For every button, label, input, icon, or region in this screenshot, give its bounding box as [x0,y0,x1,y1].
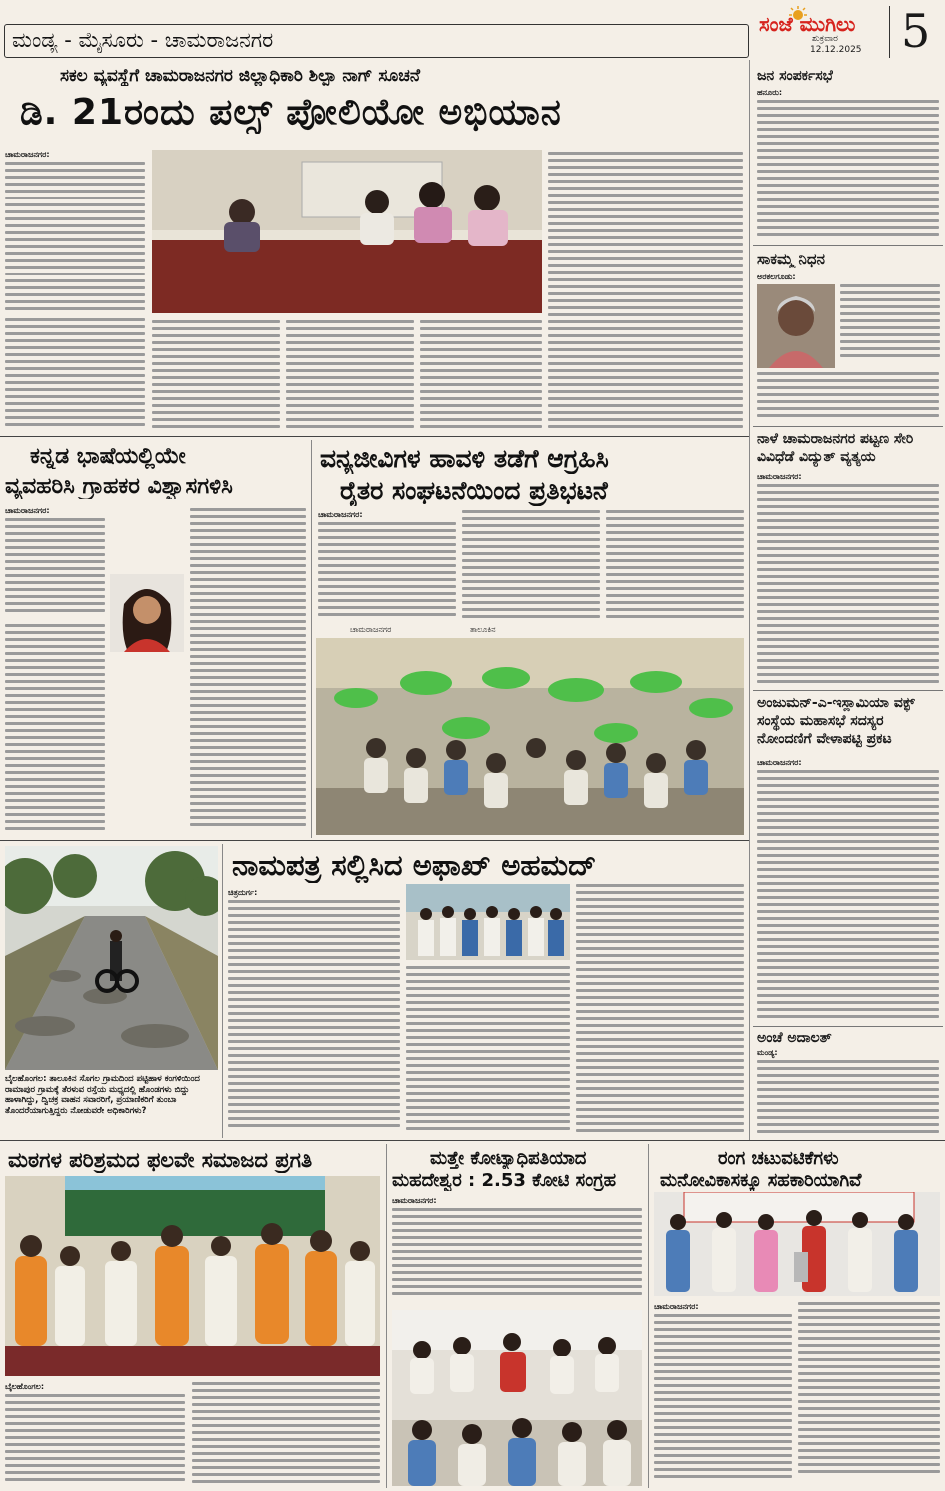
sidebar-waqf-title: ಅಂಜುಮನ್-ಎ-ಇಸ್ಲಾಮಿಯಾ ವಕ್ಫ್ ಸಂಸ್ಥೆಯ ಮಹಾಸಭೆ ಸದಸ್ಯರ ನೋಂದಣಿಗೆ ವೇಳಾಪಟ್ಟಿ ಪ್ರಕಟ [757,695,915,748]
nomination-body-col2 [406,966,570,1136]
sidebar-power-title: ನಾಳೆ ಚಾಮರಾಜನಗರ ಪಟ್ಟಣ ಸೇರಿ ವಿವಿಧೆಡೆ ವಿದ್ಯುತ್ ವ್ಯತ್ಯಯ [757,431,914,466]
page-number: 5 [901,4,931,58]
lead-body-col5 [548,152,743,430]
road-caption: ಬೈಲಹೊಂಗಲ: ತಾಲೂಕಿನ ಸೊಗಲ ಗ್ರಾಮದಿಂದ ಪಟ್ಟಿಹಾಳ ಕಂಗಳಿಯಿಂದ ರಾಮಾಪುರ ಗ್ರಾಮಕ್ಕೆ ತೆರಳುವ ರಸ್ತೆಯ ಮಧ್ಯದಲ್ಲಿ ಹೊಂಡಗಳು ಬಿದ್ದು ಹಾಳಾಗಿದ್ದು, ದ್ವಿಚಕ್ರ ವಾಹನ ಸವಾರರಿಗೆ, ಪ್ರಯಾಣಿಕರಿಗೆ ತುಂಬಾ ತೊಂದರೆಯಾಗುತ್ತಿದ್ದರು ನೋಡುವರೇ ಅಧಿಕಾರಿಗಳು? [5,1074,200,1116]
sidebar-nidhana-dateline: ಅರಕಲಗೂಡು: [757,272,796,281]
masthead-date: 12.12.2025 [810,45,862,55]
lead-body-col2 [152,320,280,430]
road-photo-potholes [5,846,218,1070]
lead-body-col3 [286,320,414,430]
kannada-headline-2: ವ್ಯವಹರಿಸಿ ಗ್ರಾಹಕರ ವಿಶ್ವಾಸಗಳಿಸಿ [5,474,233,499]
theatre-dateline: ಚಾಮರಾಜನಗರ: [654,1302,699,1311]
kannada-portrait [110,574,184,652]
sidebar-waqf-dateline: ಚಾಮರಾಜನಗರ: [757,758,802,767]
sidebar-waqf-body [757,770,939,1020]
sidebar-nidhana-body2 [757,372,939,420]
mutt-dateline: ಬೈಲಹೊಂಗಲ: [5,1382,45,1391]
lead-dateline: ಚಾಮರಾಜನಗರ: [5,150,50,159]
kannada-dateline: ಚಾಮರಾಜನಗರ: [5,506,50,515]
wildlife-photo-label-left: ಚಾಮರಾಜನಗರ [350,625,392,634]
sidebar-jana-title: ಜನ ಸಂಪರ್ಕಸಭೆ [757,68,833,84]
hundi-body [392,1208,642,1304]
wildlife-photo-label-right: ತಾಲೂಕಿನ [470,625,496,634]
nomination-photo [406,884,570,960]
hundi-dateline: ಚಾಮರಾಜನಗರ: [392,1196,437,1205]
mutt-body-col1 [5,1394,185,1486]
kannada-headline-1: ಕನ್ನಡ ಭಾಷೆಯಲ್ಲಿಯೇ [30,444,186,469]
wildlife-photo-protest [316,638,744,835]
section-header: ಮಂಡ್ಯ - ಮೈಸೂರು - ಚಾಮರಾಜನಗರ [12,28,274,52]
hundi-headline-1: ಮತ್ತೇ ಕೋಟ್ಯಾಧಿಪತಿಯಾದ [430,1148,587,1169]
lead-body-col1 [5,162,145,310]
wildlife-body-col2 [462,510,600,622]
sidebar-power-dateline: ಚಾಮರಾಜನಗರ: [757,472,802,481]
masthead-logo [757,6,887,36]
nomination-dateline: ಚಿತ್ರದುರ್ಗ: [228,888,258,897]
theatre-photo-event [654,1192,940,1296]
nomination-body-col3 [576,884,744,1136]
wildlife-body-col3 [606,510,744,622]
mutt-photo-seers [5,1176,380,1376]
kannada-body-col1b [5,624,105,834]
lead-body-col4 [420,320,542,430]
theatre-body-col2 [798,1302,940,1486]
lead-photo-meeting [152,150,542,313]
theatre-headline-2: ಮನೋವಿಕಾಸಕ್ಕೂ ಸಹಕಾರಿಯಾಗಿವೆ [660,1170,862,1191]
lead-kicker: ಸಕಲ ವ್ಯವಸ್ಥೆಗೆ ಚಾಮರಾಜನಗರ ಜಿಲ್ಲಾಧಿಕಾರಿ ಶಿಲ್ಪಾ ನಾಗ್ ಸೂಚನೆ [60,66,421,86]
masthead-day: ಶುಕ್ರವಾರ [812,34,838,44]
sidebar-nidhana-body [840,284,940,364]
lead-body-col1b [5,318,145,430]
masthead-title: ಸಂಜೆ ಮುಗಿಲು [759,12,856,36]
obituary-portrait [757,284,835,368]
hundi-photo-counting [392,1310,642,1486]
kannada-body-col2 [190,508,306,834]
nomination-headline: ನಾಮಪತ್ರ ಸಲ್ಲಿಸಿದ ಅಫಾಖ್ ಅಹಮದ್ [232,848,597,882]
sidebar-adalat-body [757,1060,939,1136]
wildlife-headline-1: ವನ್ಯಜೀವಿಗಳ ಹಾವಳಿ ತಡೆಗೆ ಆಗ್ರಹಿಸಿ [320,444,609,473]
mutt-body-col2 [192,1382,380,1486]
mutt-headline: ಮಠಗಳ ಪರಿಶ್ರಮದ ಫಲವೇ ಸಮಾಜದ ಪ್ರಗತಿ [8,1148,313,1172]
wildlife-headline-2: ರೈತರ ಸಂಘಟನೆಯಿಂದ ಪ್ರತಿಭಟನೆ [340,476,608,505]
wildlife-dateline: ಚಾಮರಾಜನಗರ: [318,510,363,519]
sidebar-adalat-title: ಅಂಚೆ ಅದಾಲತ್ [757,1030,832,1046]
sidebar-adalat-dateline: ಮಂಡ್ಯ: [757,1048,778,1057]
wildlife-body-col1 [318,522,456,622]
hundi-headline-2: ಮಹದೇಶ್ವರ : 2.53 ಕೋಟಿ ಸಂಗ್ರಹ [392,1170,617,1191]
sidebar-nidhana-title: ಸಾಕಮ್ಮ ನಿಧನ [757,250,825,268]
kannada-body-col1 [5,518,105,616]
nomination-body-col1 [228,900,400,1136]
theatre-body-col1 [654,1314,792,1486]
sidebar-power-body [757,484,939,686]
sidebar-jana-body [757,100,939,240]
theatre-headline-1: ರಂಗ ಚಟುವಟಿಕೆಗಳು [718,1148,839,1169]
lead-headline: ಡಿ. 21ರಂದು ಪಲ್ಸ್ ಪೋಲಿಯೋ ಅಭಿಯಾನ [20,92,562,133]
sidebar-jana-dateline: ಹನೂರು: [757,88,783,97]
